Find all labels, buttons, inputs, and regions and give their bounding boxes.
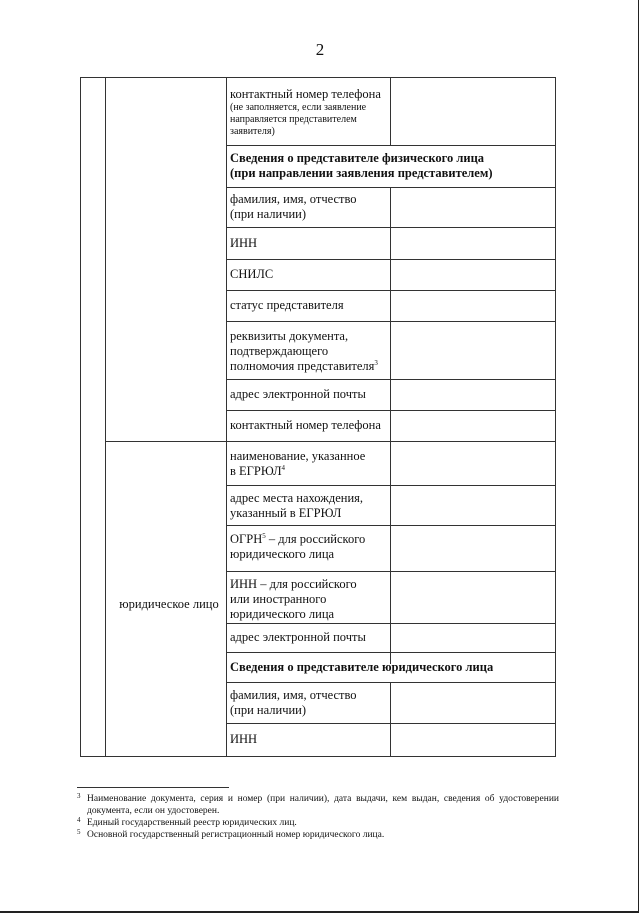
row-label-email-2: адрес электронной почты: [230, 630, 366, 644]
label-line: – для российского: [265, 532, 366, 546]
label-line: контактный номер телефона: [230, 87, 381, 101]
label-line: подтверждающего: [230, 344, 329, 358]
footnote-separator: [77, 787, 229, 788]
row-divider: [226, 485, 556, 486]
value-divider: [390, 77, 391, 145]
label-line: указанный в ЕГРЮЛ: [230, 506, 342, 520]
footnote-ref: 5: [262, 531, 266, 540]
row-divider: [226, 145, 556, 146]
footnote: [77, 793, 559, 817]
row-label-full-name: [230, 192, 388, 222]
label-line: в ЕГРЮЛ: [230, 464, 282, 478]
label-line: (при наличии): [230, 703, 307, 717]
row-divider: [226, 227, 556, 228]
row-divider: [226, 321, 556, 322]
row-label-ogrn: [230, 532, 388, 562]
row-label-address: [230, 491, 388, 521]
footnote: [77, 829, 559, 841]
footnote-mark: 5: [77, 828, 81, 836]
label-line: или иностранного: [230, 592, 327, 606]
label-line: юридического лица: [230, 547, 335, 561]
row-divider: [226, 623, 556, 624]
footnote-ref: 3: [374, 358, 378, 367]
row-divider: [226, 571, 556, 572]
section-divider: [105, 441, 556, 442]
label-line: адрес места нахождения,: [230, 491, 364, 505]
label-line: (при наличии): [230, 207, 307, 221]
label-line: реквизиты документа,: [230, 329, 349, 343]
label-note-line: направляется представителем: [230, 114, 357, 125]
row-divider: [226, 187, 556, 188]
row-label-email: адрес электронной почты: [230, 387, 366, 401]
row-divider: [226, 525, 556, 526]
label-line: юридического лица: [230, 607, 335, 621]
label-line: ИНН – для российского: [230, 577, 357, 591]
section-header-individual-representative: [230, 151, 552, 181]
row-label-authority-document: [230, 329, 388, 374]
row-divider: [226, 259, 556, 260]
table-border-top: [80, 77, 556, 78]
label-line: фамилия, имя, отчество: [230, 192, 357, 206]
row-label-phone: [230, 87, 388, 138]
row-divider: [226, 723, 556, 724]
label-line: фамилия, имя, отчество: [230, 688, 357, 702]
row-label-status: статус представителя: [230, 298, 344, 312]
row-divider: [226, 379, 556, 380]
row-label-egrul-name: [230, 449, 388, 479]
row-label-phone-2: контактный номер телефона: [230, 418, 381, 432]
label-line: наименование, указанное: [230, 449, 366, 463]
row-label-inn-legal: [230, 577, 388, 622]
column-divider-2: [226, 77, 227, 757]
row-divider: [226, 652, 556, 653]
table-border-right: [555, 77, 556, 757]
row-divider: [226, 290, 556, 291]
header-line: (при направлении заявления представителем): [230, 166, 493, 180]
footnote-text: Единый государственный реестр юридических лиц.: [87, 818, 297, 828]
label-line: ОГРН: [230, 532, 263, 546]
row-label-inn: ИНН: [230, 236, 258, 250]
footnote-text: Основной государственный регистрационный номер юридического лица.: [87, 830, 385, 840]
label-note-line: заявителя): [230, 126, 275, 137]
footnote-text: Наименование документа, серия и номер (при наличии), дата выдачи, кем выдан, сведения об удостоверении документа, если он удостоверен.: [87, 794, 559, 816]
footnote-ref: 4: [281, 463, 286, 472]
page-number: 2: [315, 40, 325, 59]
column-divider-1: [105, 77, 106, 757]
footnotes: [77, 793, 559, 841]
section-header-legal-representative: Сведения о представителе юридического лица: [230, 660, 494, 674]
label-note-line: (не заполняется, если заявление: [230, 102, 367, 113]
table-border-bottom: [80, 756, 556, 757]
footnote-mark: 3: [77, 792, 81, 800]
table-border-left: [80, 77, 81, 757]
row-label-full-name-2: [230, 688, 388, 718]
value-divider: [390, 682, 391, 757]
header-line: Сведения о представителе физического лица: [230, 151, 485, 165]
form-table: [80, 77, 556, 757]
row-label-inn-2: ИНН: [230, 732, 258, 746]
section-label-legal-entity: юридическое лицо: [119, 597, 219, 611]
row-label-snils: СНИЛС: [230, 267, 274, 281]
row-divider: [226, 682, 556, 683]
footnote-mark: 4: [77, 816, 81, 824]
footnote: [77, 817, 559, 829]
row-divider: [226, 410, 556, 411]
label-line: полномочия представителя: [230, 359, 375, 373]
